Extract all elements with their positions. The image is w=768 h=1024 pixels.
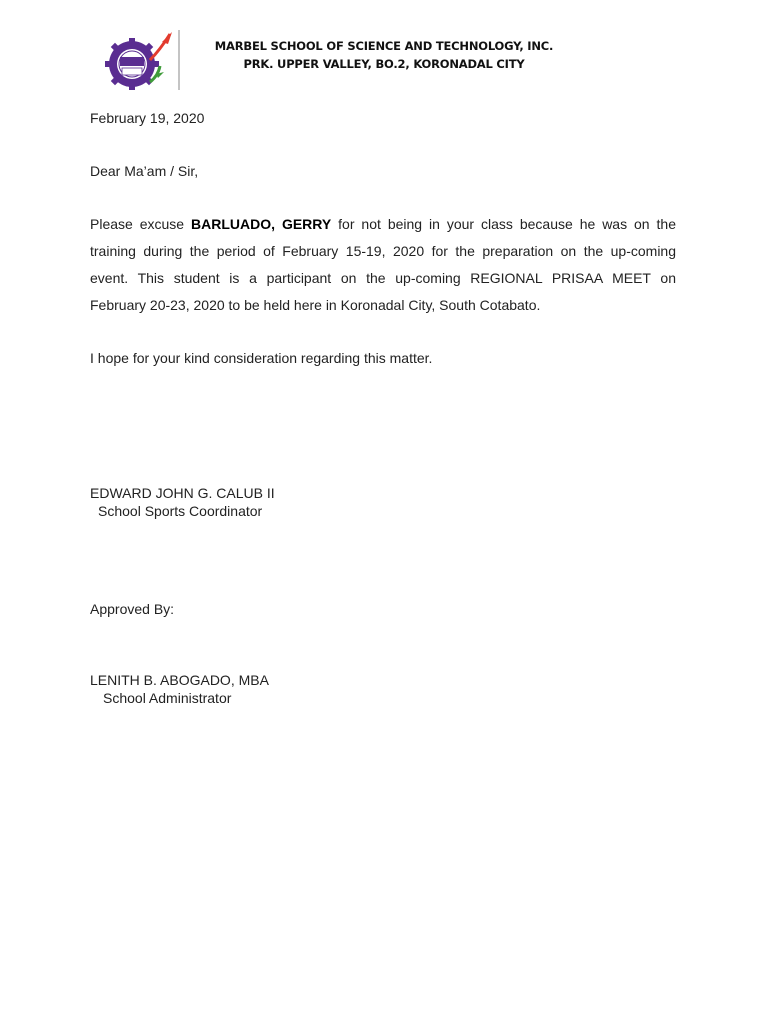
body-line: training during the period of February 15-19, 2020 for the preparation on the up-coming — [90, 243, 676, 259]
signatory-name: EDWARD JOHN G. CALUB II — [90, 485, 275, 501]
school-seal-icon — [100, 30, 182, 94]
approval-label: Approved By: — [90, 601, 175, 617]
body-line: February 20-23, 2020 to be held here in Koronadal City, South Cotabato. — [90, 297, 541, 313]
approver-name: LENITH B. ABOGADO, MBA — [90, 672, 269, 688]
student-name: BARLUADO, GERRY — [191, 216, 332, 232]
approver-title: School Administrator — [103, 690, 232, 706]
salutation: Dear Ma’am / Sir, — [90, 163, 199, 179]
school-name: MARBEL SCHOOL OF SCIENCE AND TECHNOLOGY, INC. — [214, 39, 554, 53]
body-paragraph — [90, 211, 676, 319]
signatory-title: School Sports Coordinator — [98, 503, 263, 519]
school-address: PRK. UPPER VALLEY, BO.2, KORONADAL CITY — [243, 57, 525, 71]
letter-date: February 19, 2020 — [90, 110, 205, 126]
body-line: Please excuse BARLUADO, GERRY for not being in your class because he was on the — [90, 216, 676, 232]
closing-line: I hope for your kind consideration regarding this matter. — [90, 350, 433, 366]
school-logo — [100, 30, 182, 94]
body-line: event. This student is a participant on the up-coming REGIONAL PRISAA MEET on — [90, 270, 676, 286]
